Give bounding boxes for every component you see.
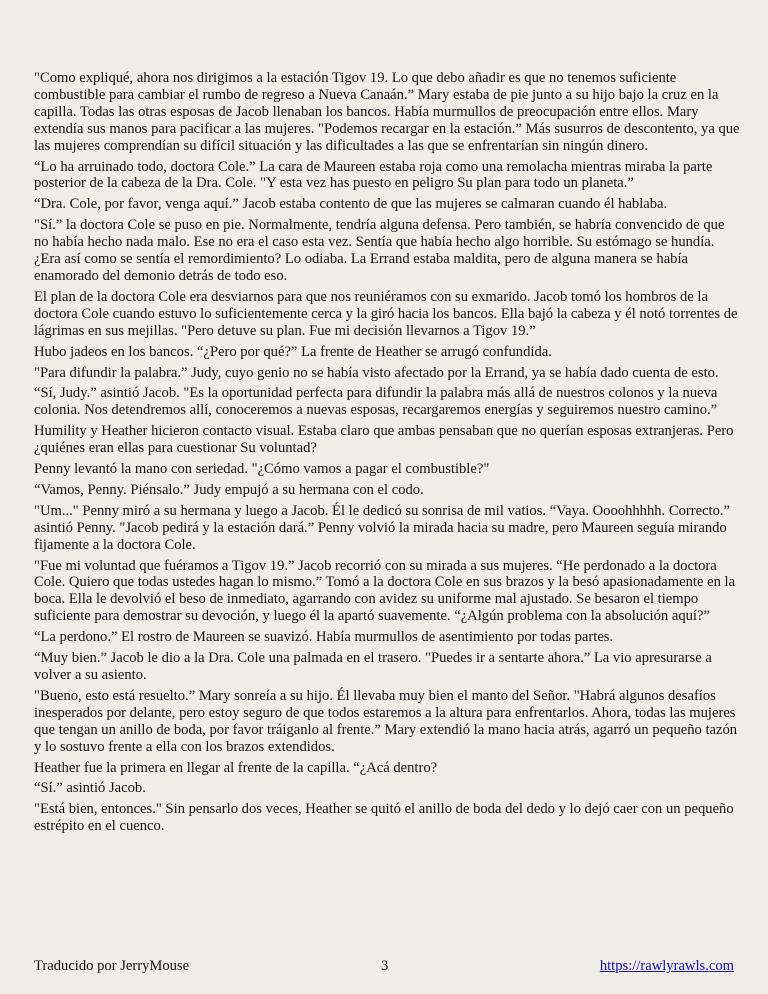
page-number: 3 [381, 958, 389, 974]
paragraph: "Bueno, esto está resuelto.” Mary sonreía a su hijo. Él llevaba muy bien el manto del Señor. "Habrá algunos desafíos inesperados por delante, pero estoy seguro de que todos estaremos a la altura para enfrentarlos. Ahora, todas las mujeres que tengan un anillo de boda, por favor tráiganlo al frente.” Mary extendió la mano hacia atrás, agarró un pequeño tazón y lo sostuvo frente a ella con los brazos extendidos. [34, 687, 738, 755]
paragraph: Penny levantó la mano con seriedad. "¿Cómo vamos a pagar el combustible?" [34, 461, 490, 478]
paragraph: "Um..." Penny miró a su hermana y luego a Jacob. Él le dedicó su sonrisa de mil vatios. “Vaya. Oooohhhhh. Correcto.” asintió Penny. "Jacob pedirá y la estación dará.” Penny volvió la mirada hacia su madre, pero Maureen seguía mirando fijamente a la doctora Cole. [34, 502, 731, 553]
paragraph: "Fue mi voluntad que fuéramos a Tigov 19.” Jacob recorrió con su mirada a sus mujeres. “He perdonado a la doctora Cole. Quiero que todas ustedes hagan lo mismo.” Tomó a la doctora Cole en sus brazos y la besó apasionadamente en la boca. Ella le devolvió el beso de inmediato, agarrando con avidez su uniforme mal ajustado. Se besaron el tiempo suficiente para demostrar su devoción, y luego él la apartó suavemente. “¿Algún problema con la absolución aquí?” [34, 557, 736, 625]
paragraph: Humility y Heather hicieron contacto visual. Estaba claro que ambas pensaban que no querían esposas extranjeras. Pero ¿quiénes eran ellas para cuestionar Su voluntad? [34, 423, 734, 457]
paragraph: “Sí, Judy.” asintió Jacob. "Es la oportunidad perfecta para difundir la palabra más allá de nuestros colonos y la nueva colonia. Nos detendremos allí, conoceremos a nuevas esposas, recargaremos energías y seguiremos nuestro camino.” [34, 385, 718, 419]
paragraph: “Sí.” asintió Jacob. [34, 780, 146, 797]
paragraph: “Dra. Cole, por favor, venga aquí.” Jacob estaba contento de que las mujeres se calmaran cuando él hablaba. [34, 196, 668, 213]
paragraph: “Lo ha arruinado todo, doctora Cole.” La cara de Maureen estaba roja como una remolacha mientras miraba la parte posterior de la cabeza de la Dra. Cole. "Y esta vez has puesto en peligro Su plan para todo un planeta.” [34, 158, 713, 192]
paragraph: "Está bien, entonces." Sin pensarlo dos veces, Heather se quitó el anillo de boda del dedo y lo dejó caer con un pequeño estrépito en el cuenco. [34, 801, 734, 835]
paragraph: "Como expliqué, ahora nos dirigimos a la estación Tigov 19. Lo que debo añadir es que no tenemos suficiente combustible para cambiar el rumbo de regreso a Nueva Canaán.” Mary estaba de pie junto a su hijo bajo la cruz en la capilla. Todas las otras esposas de Jacob llenaban los bancos. Había murmullos de preocupación entre ellos. Mary extendía sus manos para pacificar a las mujeres. "Podemos recargar en la estación.” Más susurros de descontento, ya que las mujeres comprendían su difícil situación y las dificultades a las que se enfrentarían sin ningún dinero. [34, 70, 740, 154]
paragraph: “Vamos, Penny. Piénsalo.” Judy empujó a su hermana con el codo. [34, 481, 424, 498]
paragraph: “La perdono.” El rostro de Maureen se suavizó. Había murmullos de asentimiento por todas partes. [34, 629, 614, 646]
website-link[interactable]: https://rawlyrawls.com [599, 958, 734, 974]
page-body [34, 70, 740, 839]
paragraph: Heather fue la primera en llegar al frente de la capilla. “¿Acá dentro? [34, 759, 438, 776]
page-footer [34, 957, 734, 977]
paragraph: El plan de la doctora Cole era desviarnos para que nos reuniéramos con su exmarido. Jacob tomó los hombros de la doctora Cole cuando estuvo lo suficientemente cerca y la giró hacia los bancos. Ella bajó la cabeza y él notó torrentes de lágrimas en sus mejillas. "Pero detuve su plan. Fue mi decisión llevarnos a Tigov 19.” [34, 288, 738, 339]
paragraph: Hubo jadeos en los bancos. “¿Pero por qué?” La frente de Heather se arrugó confundida. [34, 343, 552, 360]
translator-credit: Traducido por JerryMouse [34, 958, 190, 974]
paragraph: “Muy bien.” Jacob le dio a la Dra. Cole una palmada en el trasero. "Puedes ir a sentarte ahora.” La vio apresurarse a volver a su asiento. [34, 650, 712, 683]
paragraph: "Para difundir la palabra.” Judy, cuyo genio no se había visto afectado por la Errand, ya se había dado cuenta de esto. [34, 364, 719, 381]
paragraph: "Sí.” la doctora Cole se puso en pie. Normalmente, tendría alguna defensa. Pero también, se habría convencido de que no había hecho nada malo. Ese no era el caso esta vez. Sentía que había hecho algo horrible. Su estómago se hundía. ¿Era así como se sentía el remordimiento? Lo odiaba. La Errand estaba maldita, pero de alguna manera se había enamorado del demonio detrás de todo eso. [34, 217, 725, 284]
